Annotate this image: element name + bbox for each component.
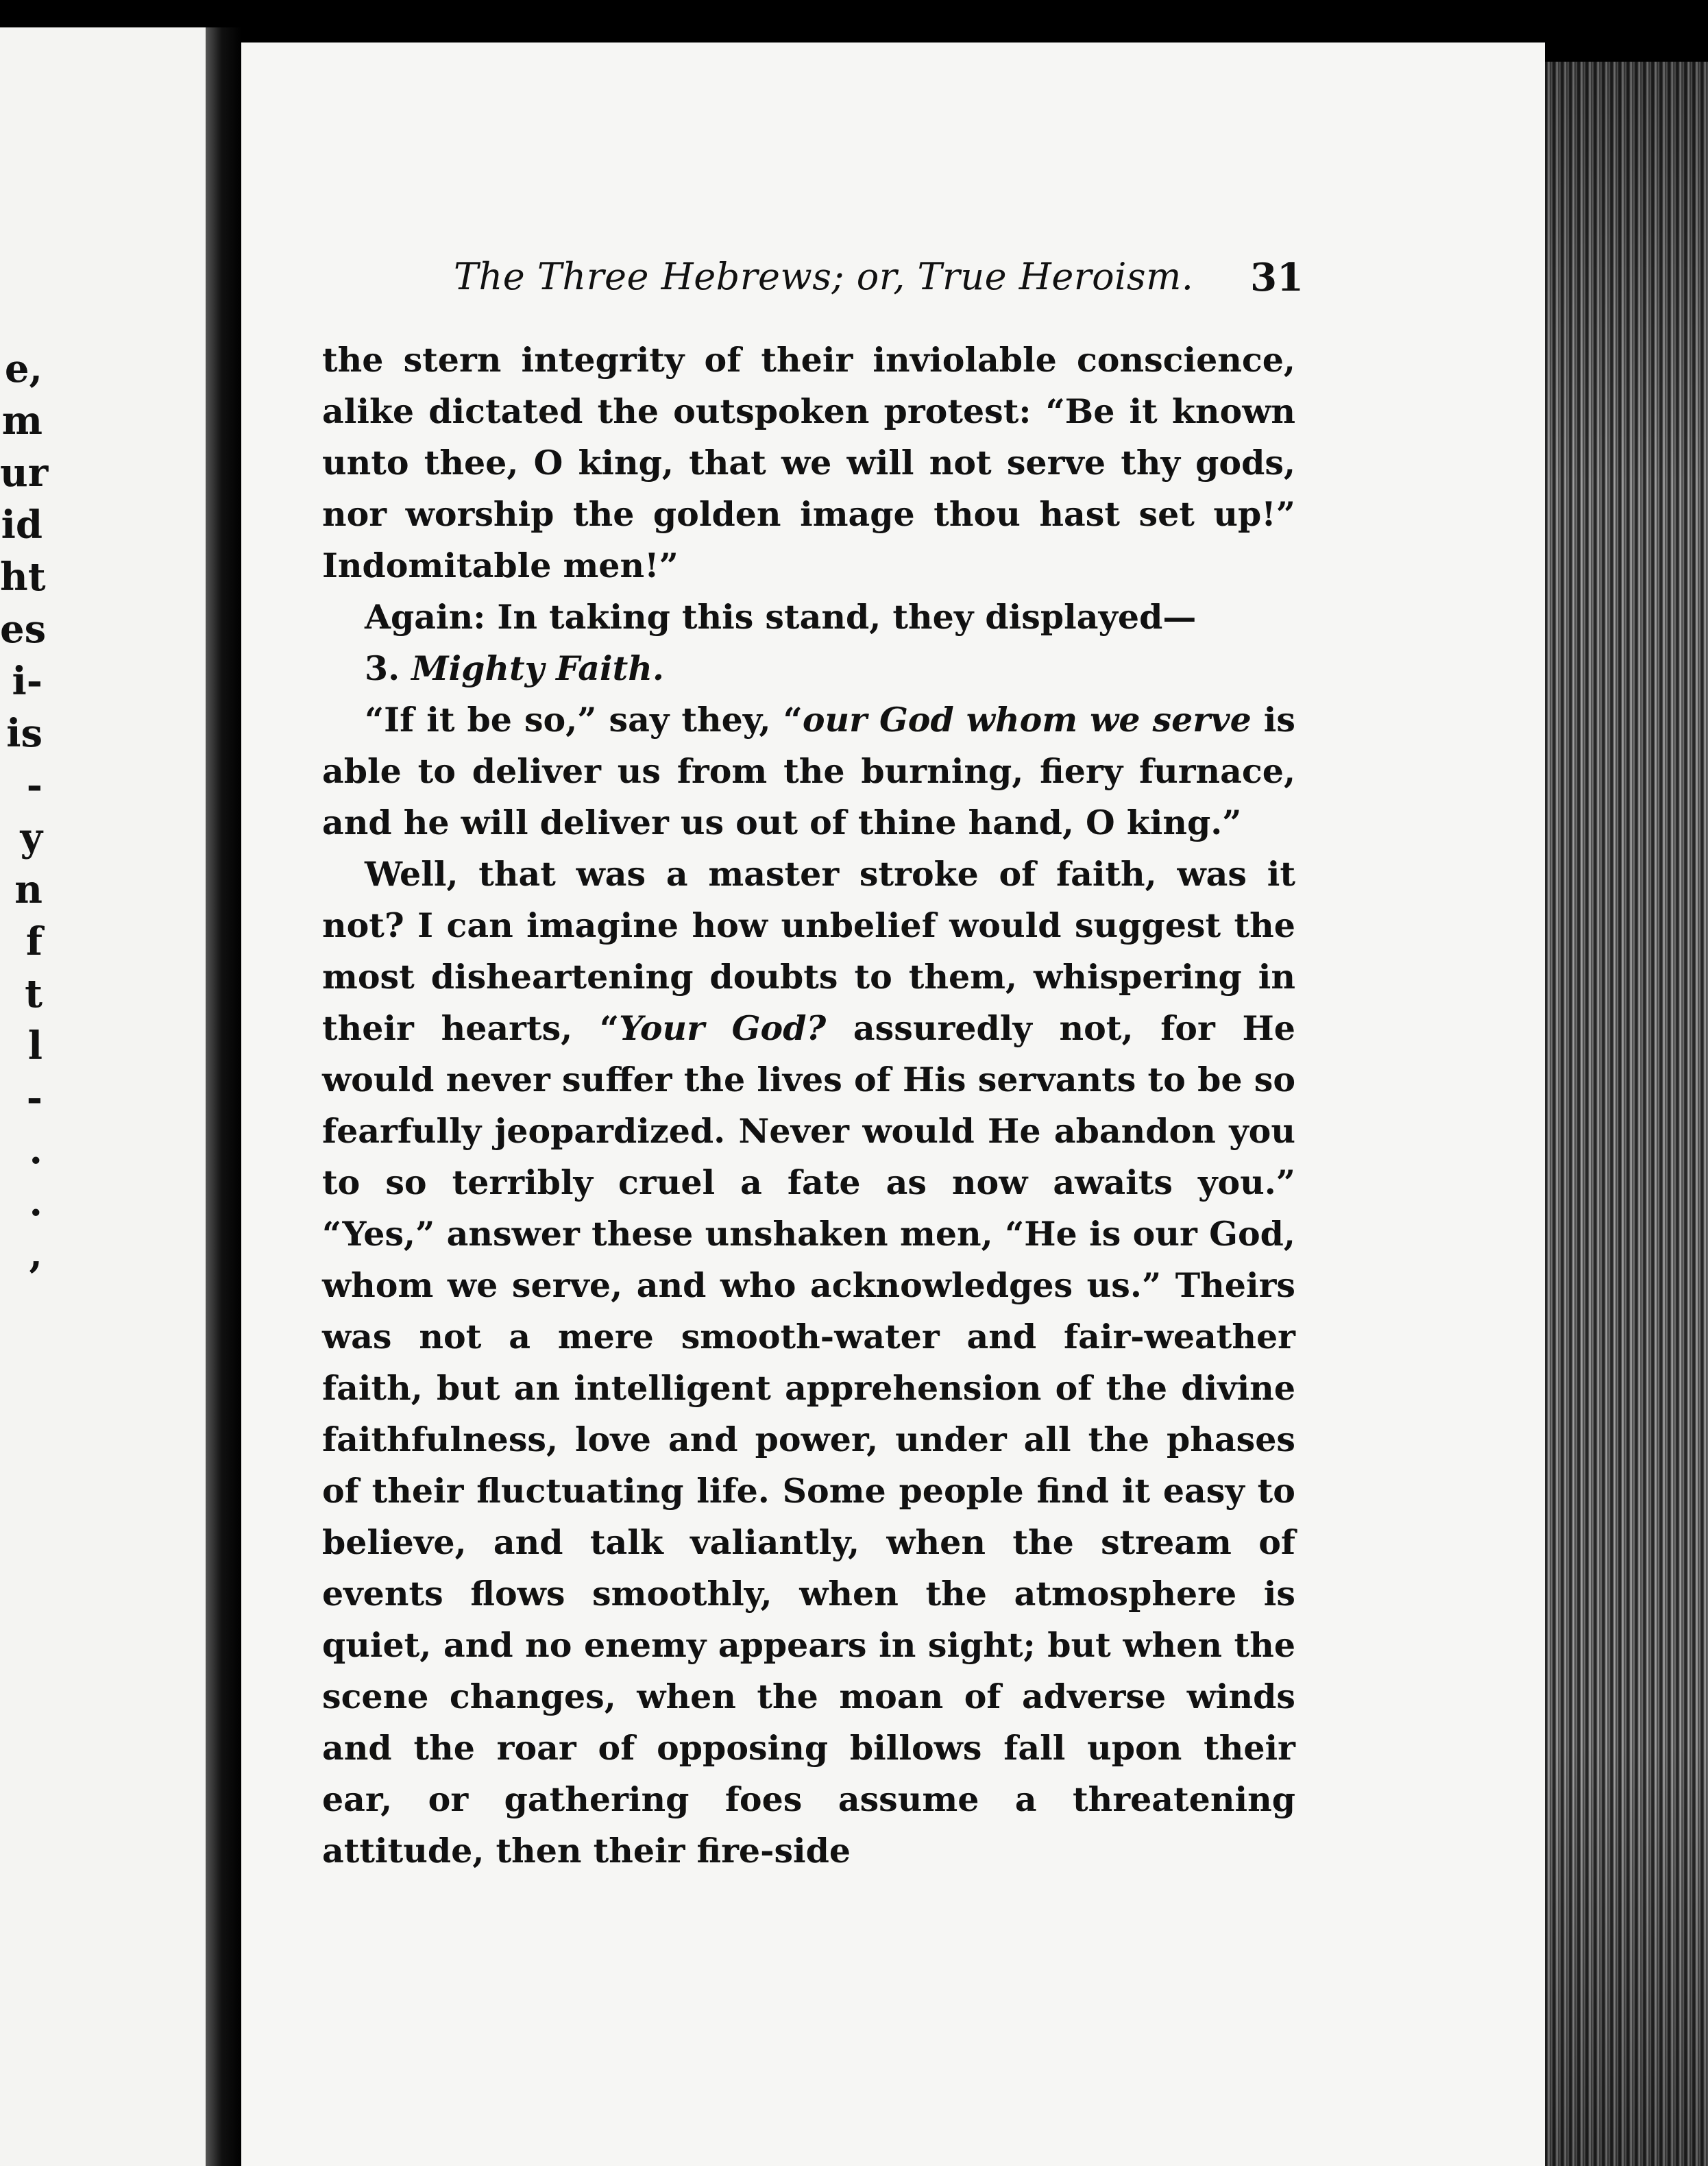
left-fragment: - <box>26 1075 42 1121</box>
left-fragment: m <box>1 398 42 443</box>
paragraph <box>322 849 1295 1877</box>
italic-text: our God whom we serve <box>802 700 1252 740</box>
paragraph <box>322 694 1295 849</box>
section-heading-text: Mighty Faith. <box>411 648 664 688</box>
left-fragment: es <box>0 607 47 652</box>
paragraph-text: the stern integrity of their inviolable conscience, alike dictated the outspoken protest: “Be it known unto thee, O king, that we will not serve thy gods, nor worship the golden image thou hast set up!” Indomitable men!” <box>322 340 1295 585</box>
page-edges <box>1545 62 1708 2166</box>
section-heading <box>322 643 1295 694</box>
left-fragment: is <box>6 711 42 756</box>
left-fragment: . <box>29 1128 42 1173</box>
left-fragment: y <box>20 815 42 860</box>
book-gutter <box>206 27 241 2166</box>
left-fragment: , <box>29 1232 42 1277</box>
left-fragment: ur <box>0 450 49 496</box>
italic-text: Your God? <box>619 1008 827 1048</box>
left-fragment: - <box>26 763 42 808</box>
left-fragment: f <box>25 919 42 964</box>
facing-page-left <box>0 27 208 2166</box>
section-number: 3. <box>365 648 400 688</box>
paragraph-text: assuredly not, for He would never suffer the lives of His servants to be so fearfully jeopardized. Never would He abandon you to so terribly cruel a fate as now awaits you.” “Yes,” answer these unshaken men, “He is our God, whom we serve, and who acknowledges us.” Theirs was not a mere smooth-water and fair-weather faith, but an intelligent apprehension of the divine faithfulness, love and power, under all the phases of their fluctuating life. Some people find it easy to believe, and talk valiantly, when the stream of events flows smoothly, when the atmosphere is quiet, and no enemy appears in sight; but when the scene changes, when the moan of adverse winds and the roar of opposing billows fall upon their ear, or gathering foes assume a threatening attitude, then their fire-side <box>322 1008 1295 1871</box>
left-fragment: i- <box>12 659 42 704</box>
left-fragment: . <box>29 1180 42 1225</box>
paragraph-text: “If it be so,” say they, “ <box>365 700 803 740</box>
paragraph-text: Well, that was a master stroke of faith, was it not? I can imagine how unbelief would suggest the most disheartening doubts to them, whispering in their hearts, “ <box>322 854 1295 1048</box>
left-fragment: e, <box>4 346 42 391</box>
running-head <box>454 255 1304 303</box>
paragraph <box>322 592 1295 643</box>
left-fragment: id <box>1 502 42 548</box>
left-fragment: ht <box>0 555 46 600</box>
left-fragment: l <box>27 1023 42 1069</box>
paragraph <box>322 334 1295 592</box>
left-fragment: t <box>25 971 42 1017</box>
page-number: 31 <box>1250 255 1304 300</box>
body-text <box>322 334 1295 1877</box>
paragraph-text: is able to deliver us from the burning, fiery furnace, and he will deliver us out of thine hand, O king.” <box>322 700 1295 842</box>
left-fragment: n <box>14 867 42 912</box>
running-head-title: The Three Hebrews; or, True Heroism. <box>454 255 1194 298</box>
paragraph-text: Again: In taking this stand, they displayed— <box>365 597 1197 637</box>
